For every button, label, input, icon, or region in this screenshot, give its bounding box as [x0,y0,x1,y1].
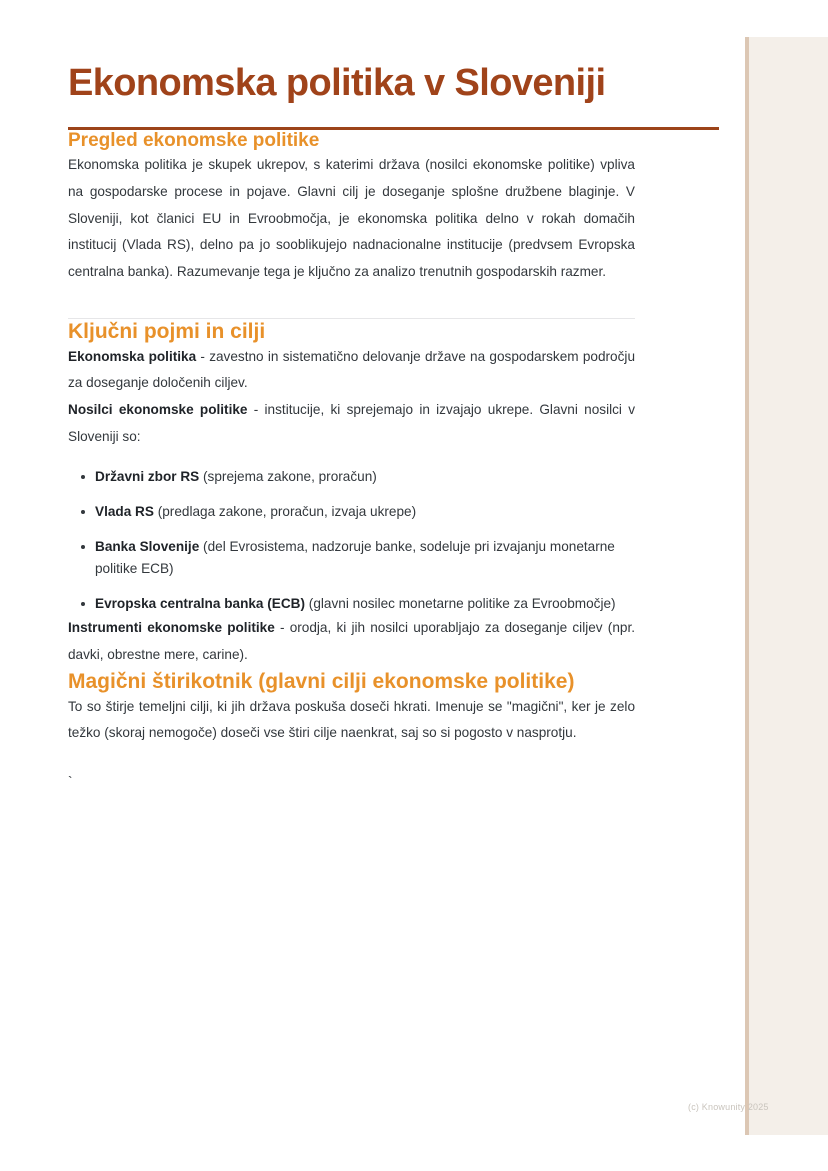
definition-term: Nosilci ekonomske politike [68,402,248,418]
definition-body: - orodja, ki jih nosilci uporabljajo za doseganje ciljev (npr. davki, obrestne mere, carine). [68,620,635,663]
section-paragraph-pregled: Ekonomska politika je skupek ukrepov, s katerimi država (nosilci ekonomske politike) vpliva na gospodarske procese in pojave. Glavni cilj je doseganje splošne družbene blaginje. V Sloveniji, kot članici EU in Evroobmočja, je ekonomska politika delno v rokah domačih institucij (Vlada RS), delno pa jo sooblikujejo nadnacionalne institucije (predvsem Evropska centralna banka). Razumevanje tega je ključno za analizo trenutnih gospodarskih razmer. [68,157,635,279]
section-heading-magicni-stirikotnik: Magični štirikotnik (glavni cilji ekonomske politike) [68,669,575,693]
document-content [68,62,635,796]
list-item [68,536,635,580]
trailing-backtick-mark: ` [68,774,73,790]
definition-body: - zavestno in sistematično delovanje države na gospodarskem področju za doseganje določenih ciljev. [68,348,635,391]
definition-body: - institucije, ki sprejemajo in izvajajo ukrepe. Glavni nosilci v Sloveniji so: [68,402,635,444]
list-item-term: Evropska centralna banka (ECB) [95,596,306,612]
decorative-side-strip [745,37,828,1135]
section-heading-kljucni-pojmi: Ključni pojmi in cilji [68,319,266,343]
list-item [68,593,635,615]
nosilci-bullet-list [68,466,635,615]
definition-term: Instrumenti ekonomske politike [68,620,275,636]
list-item-body: (sprejema zakone, proračun) [199,469,377,485]
list-item-body: (del Evrosistema, nadzoruje banke, sodeluje pri izvajanju monetarne politike ECB) [95,539,615,577]
definition-nosilci-ekonomske-politike [68,397,635,450]
section-paragraph-magicni-stirikotnik: To so štirje temeljni cilji, ki jih država poskuša doseči hkrati. Imenuje se "magični", ker je zelo težko (skoraj nemogoče) doseči vse štiri cilje naenkrat, saj so si pogosto v nasprotju. [68,698,635,741]
list-item-body: (predlaga zakone, proračun, izvaja ukrepe) [153,504,417,520]
definition-term: Ekonomska politika [68,348,197,364]
list-item-term: Vlada RS [95,504,154,520]
list-item-term: Banka Slovenije [95,539,200,555]
list-item-term: Državni zbor RS [95,469,200,485]
list-item [68,466,635,488]
list-item [68,501,635,523]
list-item-body: (glavni nosilec monetarne politike za Evroobmočje) [305,596,616,612]
footer-watermark: (c) Knowunity 2025 [688,1102,769,1112]
definition-ekonomska-politika [68,344,635,397]
page-title: Ekonomska politika v Sloveniji [68,62,606,104]
section-heading-pregled: Pregled ekonomske politike [68,129,320,151]
definition-instrumenti-ekonomske-politike [68,615,635,668]
